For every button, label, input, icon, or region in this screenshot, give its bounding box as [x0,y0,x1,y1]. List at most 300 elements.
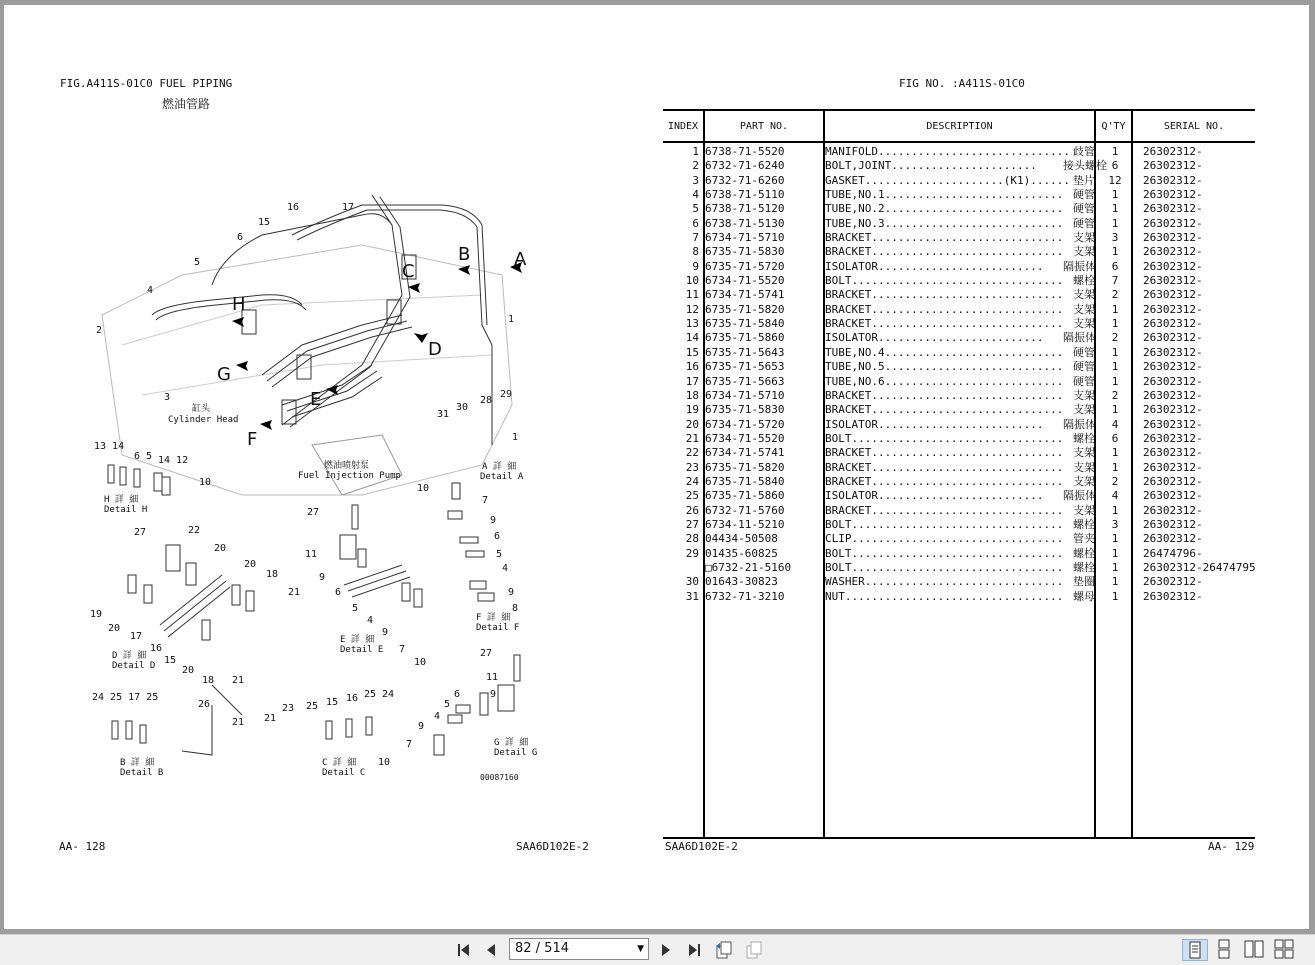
table-row [663,418,1303,432]
svg-text:10: 10 [417,483,430,494]
row-index: 12 [685,302,699,316]
svg-text:Detail C: Detail C [322,768,366,778]
row-description: BOLT................................ [825,546,1064,560]
row-chinese-name: 硬管 [1073,216,1095,230]
table-row [663,245,1303,259]
row-description: CLIP................................ [825,532,1064,546]
footer-page-left: AA- 128 [59,840,106,853]
row-description: GASKET.....................(K1)...... [825,173,1071,187]
row-description: TUBE,NO.1........................... [825,188,1064,202]
row-qty: 1 [1111,503,1119,517]
row-chinese-name: 硬管 [1073,188,1095,202]
svg-text:15: 15 [326,697,339,708]
row-description: BRACKET............................. [825,388,1064,402]
fuel-piping-drawing [62,165,552,805]
row-qty: 1 [1111,216,1119,230]
row-index: 5 [692,202,699,216]
table-row [663,489,1303,503]
svg-text:28: 28 [480,395,493,406]
facing-view-icon[interactable] [1242,939,1268,961]
svg-text:H 詳 細: H 詳 細 [104,495,139,505]
svg-text:6: 6 [454,689,461,700]
svg-text:A: A [514,249,527,270]
row-part-no: 6732-71-5760 [705,503,785,517]
row-index: 22 [685,446,699,460]
table-row [663,532,1303,546]
table-row [663,561,1303,575]
row-index: 31 [685,589,699,603]
row-part-no: 6732-71-6240 [705,159,785,173]
row-serial-no: 26302312- [1143,417,1203,431]
svg-text:1: 1 [512,432,519,443]
row-index: 7 [692,231,699,245]
row-serial-no: 26302312- [1143,374,1203,388]
row-part-no: 6738-71-5520 [705,145,785,158]
row-serial-no: 26302312- [1143,331,1203,345]
row-qty: 1 [1111,546,1119,560]
row-index: 10 [685,274,699,288]
header-description: DESCRIPTION [926,121,993,132]
row-serial-no: 26302312- [1143,259,1203,273]
svg-text:27: 27 [307,507,320,518]
single-page-view-icon[interactable] [1182,939,1208,961]
row-part-no: □6732-21-5160 [705,560,792,574]
row-index: 9 [692,259,699,273]
svg-text:9: 9 [382,627,389,638]
svg-text:5: 5 [194,257,201,268]
table-row [663,575,1303,589]
chevron-down-icon[interactable]: ▼ [637,944,644,954]
row-index: 6 [692,216,699,230]
row-serial-no: 26302312- [1143,188,1203,202]
row-part-no: 6735-71-5860 [705,489,785,503]
svg-text:6: 6 [237,232,244,243]
row-part-no: 6734-71-5710 [705,231,785,245]
svg-text:30: 30 [456,402,469,413]
row-part-no: 01643-30823 [705,575,778,589]
row-serial-no: 26302312- [1143,202,1203,216]
svg-text:00087160: 00087160 [480,773,519,782]
row-chinese-name: 支架 [1073,460,1095,474]
svg-text:4: 4 [367,615,374,626]
row-index: 2 [692,159,699,173]
row-description: BRACKET............................. [825,317,1064,331]
row-description: ISOLATOR......................... [825,259,1044,273]
row-part-no: 6738-71-5130 [705,216,785,230]
row-chinese-name: 硬管 [1073,345,1095,359]
svg-text:1: 1 [508,314,515,325]
row-chinese-name: 隔振体 [1063,259,1096,273]
svg-text:17: 17 [342,202,355,213]
row-chinese-name: 支架 [1073,403,1095,417]
table-row [663,547,1303,561]
row-index: 30 [685,575,699,589]
row-index: 26 [685,503,699,517]
row-part-no: 6735-71-5720 [705,259,785,273]
svg-text:8: 8 [512,603,519,614]
viewer-toolbar [0,934,1315,965]
svg-text:2: 2 [96,325,103,336]
row-part-no: 6735-71-5830 [705,245,785,259]
row-description: WASHER.............................. [825,575,1064,589]
row-qty: 12 [1108,173,1122,187]
row-qty: 1 [1111,360,1119,374]
row-description: BRACKET............................. [825,288,1064,302]
svg-text:19: 19 [90,609,103,620]
svg-text:17: 17 [130,631,143,642]
svg-text:E: E [310,389,322,410]
row-chinese-name: 硬管 [1073,202,1095,216]
row-serial-no: 26302312- [1143,446,1203,460]
svg-text:燃油喷射泵: 燃油喷射泵 [324,461,370,471]
svg-text:27: 27 [134,527,147,538]
table-row [663,174,1303,188]
row-index: 15 [685,345,699,359]
prev-page-icon[interactable] [479,939,503,961]
svg-text:Detail G: Detail G [494,748,538,758]
svg-text:29: 29 [500,389,513,400]
table-row [663,303,1303,317]
row-serial-no: 26302312- [1143,345,1203,359]
go-forward-view-icon[interactable] [742,939,766,961]
go-back-view-icon[interactable] [712,939,736,961]
table-row [663,360,1303,374]
row-qty: 2 [1111,331,1119,345]
row-description: ISOLATOR......................... [825,331,1044,345]
svg-text:A 詳 細: A 詳 細 [482,462,517,472]
table-row [663,504,1303,518]
row-qty: 2 [1111,474,1119,488]
table-row [663,317,1303,331]
row-description: BOLT................................ [825,431,1064,445]
row-chinese-name: 螺栓 [1073,274,1095,288]
table-row [663,475,1303,489]
row-chinese-name: 管夹 [1073,532,1095,546]
header-part-no: PART NO. [739,121,789,132]
row-description: TUBE,NO.6........................... [825,374,1064,388]
row-chinese-name: 隔振体 [1063,417,1096,431]
row-index: 19 [685,403,699,417]
svg-text:11: 11 [305,549,318,560]
row-index: 27 [685,517,699,531]
svg-text:Detail A: Detail A [480,472,524,482]
row-qty: 1 [1111,345,1119,359]
row-serial-no: 26302312- [1143,360,1203,374]
svg-text:Detail F: Detail F [476,623,520,633]
svg-text:27: 27 [480,648,493,659]
svg-text:23: 23 [282,703,295,714]
svg-text:4: 4 [434,711,441,722]
svg-text:4: 4 [502,563,509,574]
row-chinese-name: 支架 [1073,245,1095,259]
svg-text:G 詳 細: G 詳 細 [494,738,529,748]
row-qty: 1 [1111,532,1119,546]
row-qty: 1 [1111,317,1119,331]
row-chinese-name: 接头螺栓 [1063,159,1107,173]
svg-text:10: 10 [414,657,427,668]
row-description: BOLT................................ [825,517,1064,531]
row-index: 29 [685,546,699,560]
svg-text:G: G [217,364,231,385]
row-part-no: 6734-11-5210 [705,517,785,531]
row-description: TUBE,NO.2........................... [825,202,1064,216]
svg-text:7: 7 [399,644,406,655]
row-description: BOLT................................ [825,274,1064,288]
svg-text:26: 26 [198,699,211,710]
row-qty: 7 [1111,274,1119,288]
row-serial-no: 26302312- [1143,302,1203,316]
table-row [663,518,1303,532]
table-row [663,590,1303,604]
row-description: BRACKET............................. [825,474,1064,488]
svg-text:20: 20 [182,665,195,676]
page-indicator: 82 / 514 [515,941,569,956]
table-row [663,231,1303,245]
row-description: BRACKET............................. [825,231,1064,245]
svg-text:22: 22 [188,525,201,536]
row-index: 23 [685,460,699,474]
row-chinese-name: 垫片 [1073,173,1095,187]
svg-text:7: 7 [482,495,489,506]
row-part-no: 6735-71-5820 [705,302,785,316]
svg-text:E 詳 細: E 詳 細 [340,635,375,645]
svg-text:D: D [428,339,442,360]
row-qty: 4 [1111,417,1119,431]
row-serial-no: 26302312- [1143,388,1203,402]
continuous-view-icon[interactable] [1212,939,1238,961]
row-qty: 1 [1111,575,1119,589]
row-part-no: 04434-50508 [705,532,778,546]
svg-text:C: C [402,261,415,282]
row-chinese-name: 垫圈 [1073,575,1095,589]
row-index: 28 [685,532,699,546]
row-description: BRACKET............................. [825,302,1064,316]
header-qty: Q'TY [1101,121,1126,132]
row-serial-no: 26302312- [1143,431,1203,445]
row-serial-no: 26302312- [1143,231,1203,245]
fig-number: FIG NO. :A411S-01C0 [899,77,1025,90]
row-index: 3 [692,173,699,187]
svg-text:F 詳 細: F 詳 細 [476,613,511,623]
last-page-icon[interactable] [682,939,706,961]
row-qty: 1 [1111,302,1119,316]
row-serial-no: 26302312- [1143,274,1203,288]
svg-text:B: B [458,244,471,265]
row-chinese-name: 螺栓 [1073,517,1095,531]
fig-title: FIG.A411S-01C0 FUEL PIPING [60,77,233,90]
row-qty: 1 [1111,560,1119,574]
row-description: BRACKET............................. [825,460,1064,474]
row-serial-no: 26302312- [1143,288,1203,302]
header-index: INDEX [667,121,699,132]
row-index: 17 [685,374,699,388]
row-qty: 1 [1111,446,1119,460]
row-chinese-name: 螺栓 [1073,546,1095,560]
row-part-no: 6732-71-6260 [705,173,785,187]
svg-text:20: 20 [214,543,227,554]
svg-text:18: 18 [266,569,279,580]
svg-text:6: 6 [494,531,501,542]
svg-text:4: 4 [147,285,154,296]
svg-text:Detail B: Detail B [120,768,164,778]
table-row [663,375,1303,389]
row-index: 21 [685,431,699,445]
row-qty: 1 [1111,202,1119,216]
row-part-no: 6735-71-5663 [705,374,785,388]
row-serial-no: 26302312- [1143,173,1203,187]
row-qty: 1 [1111,403,1119,417]
row-chinese-name: 支架 [1073,446,1095,460]
svg-text:10: 10 [378,757,391,768]
row-part-no: 6738-71-5110 [705,188,785,202]
fig-subtitle: 燃油管路 [162,97,211,111]
row-part-no: 6734-71-5710 [705,388,785,402]
row-description: TUBE,NO.4........................... [825,345,1064,359]
row-description: ISOLATOR......................... [825,417,1044,431]
svg-text:14 12: 14 12 [158,455,189,466]
row-chinese-name: 支架 [1073,503,1095,517]
svg-text:5: 5 [444,699,451,710]
row-qty: 2 [1111,288,1119,302]
svg-text:Cylinder Head: Cylinder Head [168,415,239,425]
row-chinese-name: 隔振体 [1063,331,1096,345]
row-description: BRACKET............................. [825,245,1064,259]
svg-text:13 14: 13 14 [94,441,125,452]
row-serial-no: 26302312- [1143,460,1203,474]
table-row [663,288,1303,302]
parts-table [663,109,1255,839]
row-qty: 3 [1111,231,1119,245]
svg-text:11: 11 [486,672,499,683]
row-description: BRACKET............................. [825,503,1064,517]
row-part-no: 6734-71-5520 [705,431,785,445]
svg-text:15: 15 [164,655,177,666]
svg-text:Detail D: Detail D [112,661,156,671]
row-chinese-name: 螺栓 [1073,560,1095,574]
table-row [663,346,1303,360]
row-index: 24 [685,474,699,488]
row-index: 8 [692,245,699,259]
row-qty: 1 [1111,589,1119,603]
next-page-icon[interactable] [654,939,678,961]
svg-text:Fuel Injection Pump: Fuel Injection Pump [298,471,401,481]
row-qty: 3 [1111,517,1119,531]
row-qty: 1 [1111,145,1119,158]
svg-text:21: 21 [232,717,245,728]
row-chinese-name: 螺母 [1073,589,1095,603]
row-serial-no: 26302312- [1143,575,1203,589]
table-row [663,432,1303,446]
svg-text:Detail E: Detail E [340,645,384,655]
footer-page-right: AA- 129 [1208,840,1255,853]
first-page-icon[interactable] [452,939,476,961]
svg-text:5: 5 [496,549,503,560]
row-serial-no: 26302312- [1143,159,1203,173]
row-index: 1 [692,145,699,158]
row-description: MANIFOLD............................. [825,145,1071,158]
row-index: 20 [685,417,699,431]
svg-text:C 詳 細: C 詳 細 [322,758,357,768]
row-serial-no: 26474796- [1143,546,1203,560]
table-row [663,389,1303,403]
row-part-no: 6734-71-5720 [705,417,785,431]
row-chinese-name: 支架 [1073,388,1095,402]
footer-model-right: SAA6D102E-2 [665,840,738,853]
row-index: 13 [685,317,699,331]
row-description: TUBE,NO.3........................... [825,216,1064,230]
row-qty: 6 [1111,159,1119,173]
footer-model-left: SAA6D102E-2 [516,840,589,853]
svg-text:24: 24 [382,689,395,700]
svg-text:B 詳 細: B 詳 細 [120,758,155,768]
row-part-no: 6735-71-5860 [705,331,785,345]
document-page [4,5,1309,929]
table-row [663,217,1303,231]
svg-text:21: 21 [264,713,277,724]
svg-text:6: 6 [335,587,342,598]
table-row [663,202,1303,216]
svg-text:16: 16 [346,693,359,704]
row-part-no: 6735-71-5820 [705,460,785,474]
table-row [663,403,1303,417]
row-part-no: 6734-71-5520 [705,274,785,288]
row-description: BOLT,JOINT...................... [825,159,1037,173]
row-chinese-name: 隔振体 [1063,489,1096,503]
row-index: 14 [685,331,699,345]
table-row [663,159,1303,173]
row-index: 4 [692,188,699,202]
svg-text:25: 25 [306,701,319,712]
svg-text:20: 20 [108,623,121,634]
row-part-no: 01435-60825 [705,546,778,560]
svg-text:9: 9 [418,721,425,732]
svg-text:H: H [232,294,246,315]
row-description: TUBE,NO.5........................... [825,360,1064,374]
header-serial-no: SERIAL NO. [1163,121,1225,132]
table-row [663,260,1303,274]
continuous-facing-view-icon[interactable] [1272,939,1298,961]
row-chinese-name: 硬管 [1073,360,1095,374]
row-part-no: 6732-71-3210 [705,589,785,603]
svg-text:16: 16 [287,202,300,213]
row-qty: 6 [1111,259,1119,273]
row-part-no: 6735-71-5840 [705,474,785,488]
page-number-input[interactable] [509,938,649,960]
svg-text:9: 9 [508,587,515,598]
parts-rows [663,145,1303,604]
row-qty: 1 [1111,374,1119,388]
row-serial-no: 26302312- [1143,216,1203,230]
svg-text:24 25 17 25: 24 25 17 25 [92,692,159,703]
svg-text:缸头: 缸头 [192,404,211,414]
row-part-no: 6735-71-5643 [705,345,785,359]
table-row [663,188,1303,202]
row-description: BOLT................................ [825,560,1064,574]
svg-text:3: 3 [164,392,171,403]
row-index: 25 [685,489,699,503]
row-serial-no: 26302312- [1143,589,1203,603]
row-serial-no: 26302312- [1143,474,1203,488]
row-description: BRACKET............................. [825,403,1064,417]
svg-text:9: 9 [490,515,497,526]
row-description: BRACKET............................. [825,446,1064,460]
row-description: NUT................................. [825,589,1064,603]
row-qty: 1 [1111,188,1119,202]
table-row [663,461,1303,475]
svg-text:5: 5 [352,603,359,614]
svg-text:25: 25 [364,689,377,700]
row-chinese-name: 硬管 [1073,374,1095,388]
